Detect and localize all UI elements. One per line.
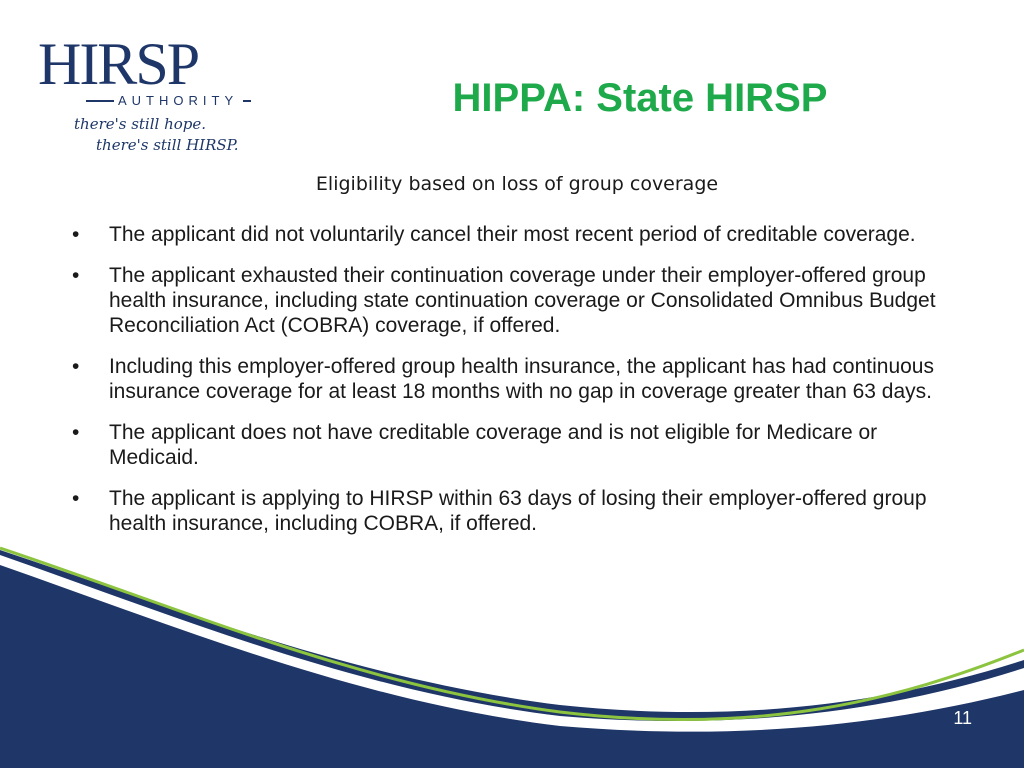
navy-wave-shape bbox=[0, 550, 1024, 768]
bullet-marker: • bbox=[72, 421, 80, 444]
logo-wordmark: HIRSP bbox=[38, 31, 199, 97]
bullet-item bbox=[72, 486, 962, 536]
bullet-text: The applicant exhausted their continuation coverage under their employer-offered group health insurance, including state continuation coverage or Consolidated Omnibus Budget Reconciliation Act (COBRA) coverage, if offered. bbox=[109, 264, 936, 337]
bullet-item bbox=[72, 420, 962, 470]
bullet-item bbox=[72, 354, 962, 404]
bullet-list bbox=[72, 222, 962, 552]
hirsp-logo bbox=[34, 32, 274, 162]
bullet-text: The applicant did not voluntarily cancel their most recent period of creditable coverage. bbox=[109, 223, 916, 246]
bullet-marker: • bbox=[72, 264, 80, 287]
logo-rule-left bbox=[86, 100, 114, 102]
bullet-item bbox=[72, 222, 962, 247]
logo-tagline-line1: there's still hope. bbox=[74, 115, 207, 133]
bullet-marker: • bbox=[72, 355, 80, 378]
logo-rule-right bbox=[243, 100, 251, 102]
bullet-marker: • bbox=[72, 223, 80, 246]
slide-title: HIPPA: State HIRSP bbox=[452, 76, 828, 120]
bullet-item bbox=[72, 263, 962, 338]
slide-subtitle: Eligibility based on loss of group coverage bbox=[315, 173, 719, 195]
page-number: 11 bbox=[953, 708, 972, 728]
logo-authority-text: AUTHORITY bbox=[118, 93, 239, 108]
bullet-text: The applicant does not have creditable coverage and is not eligible for Medicare or Medicaid. bbox=[109, 421, 878, 469]
bullet-marker: • bbox=[72, 487, 80, 510]
bullet-text: The applicant is applying to HIRSP within 63 days of losing their employer-offered group health insurance, including COBRA, if offered. bbox=[109, 487, 927, 535]
bullet-text: Including this employer-offered group health insurance, the applicant has had continuous insurance coverage for at least 18 months with no gap in coverage greater than 63 days. bbox=[109, 355, 934, 403]
logo-tagline-line2: there's still HIRSP. bbox=[96, 136, 239, 154]
